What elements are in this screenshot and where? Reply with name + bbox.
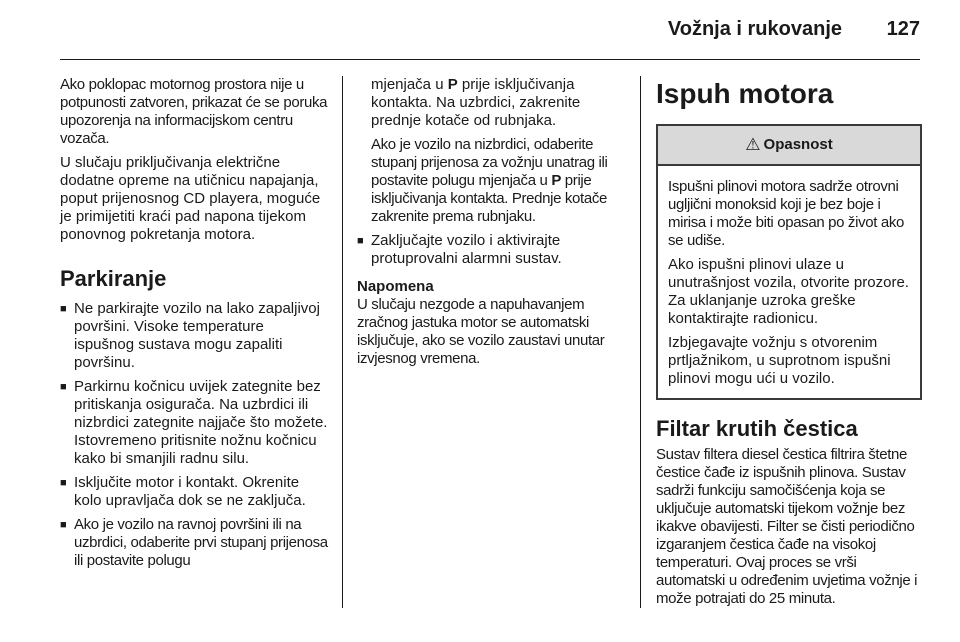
parking-list	[60, 300, 328, 570]
column-left	[60, 76, 328, 576]
danger-paragraph: Izbjegavajte vožnju s otvorenim prtljažnikom, u suprotnom ispušni plinovi mogu ući u vozilo.	[668, 334, 891, 387]
gear-p-symbol: P	[551, 172, 561, 189]
danger-box-body	[658, 166, 920, 398]
downhill-paragraph	[357, 136, 625, 226]
parking-heading: Parkiranje	[60, 266, 167, 291]
hood-warning-paragraph: Ako poklopac motornog prostora nije u potpunosti zatvoren, prikazat će se poruka upozorenja na informacijskom centru vozača.	[60, 76, 328, 147]
particle-filter-paragraph: Sustav filtera diesel čestica filtrira štetne čestice čađe iz ispušnih plinova. Sustav sadrži funkciju samočišćenja koja se uključuje automatski tijekom vožnje bez ikakve obavijesti. Filter se čisti periodično izgaranjem čestica čađe na visokoj temperaturi. Ovaj proces se vrši automatski u određenim uvjetima vožnje i može potrajati do 25 minuta.	[656, 446, 918, 607]
gear-continuation-paragraph	[357, 76, 625, 130]
danger-paragraph: Ispušni plinovi motora sadrže otrovni ugljični monoksid koji je bez boje i mirisa i može biti opasan po život ako se udiše.	[668, 178, 904, 249]
lock-list	[357, 232, 625, 268]
page-number: 127	[886, 18, 920, 40]
particle-filter-heading: Filtar krutih čestica	[656, 416, 858, 441]
column-right	[656, 76, 922, 614]
running-title: Vožnja i rukovanje	[667, 18, 842, 40]
list-item: ■ Zaključajte vozilo i aktivirajte protuprovalni alarmni sustav.	[357, 232, 625, 268]
column-divider-left	[342, 76, 343, 608]
text-span: Ako je vozilo na nizbrdici, odaberite stupanj prijenosa za vožnju unatrag ili postavite polugu mjenjača u	[371, 136, 608, 189]
danger-paragraph: Ako ispušni plinovi ulaze u unutrašnjost vozila, otvorite prozore. Za uklanjanje uzroka greške kontaktirajte radionicu.	[668, 256, 909, 327]
page-header	[60, 0, 920, 60]
text-span: mjenjača u	[371, 76, 448, 93]
list-item: ■ Ne parkirajte vozilo na lako zapaljivoj površini. Visoke temperature ispušnog sustava mogu zapaliti površinu.	[60, 300, 328, 372]
list-item: ■ Parkirnu kočnicu uvijek zategnite bez pritiskanja osigurača. Na uzbrdici ili nizbrdici zategnite najjače što možete. Istovremeno pritisnite nožnu kočnicu kako bi smanjili radnu silu.	[60, 378, 328, 468]
text-span: prije isključivanja kontakta. Na uzbrdici, zakrenite prednje kotače od rubnjaka.	[371, 76, 581, 129]
exhaust-heading: Ispuh motora	[656, 78, 834, 109]
note-label: Napomena	[357, 278, 434, 295]
text-span: prije isključivanja kontakta. Prednje kotače zakrenite prema rubnjaku.	[371, 172, 608, 225]
danger-label: Opasnost	[763, 136, 833, 153]
voltage-drop-paragraph: U slučaju priključivanja električne dodatne opreme na utičnicu napajanja, poput prijenosnog CD playera, moguće je primijetiti kraći pad napona tijekom ponovnog pokretanja motora.	[60, 154, 321, 243]
danger-box	[656, 124, 922, 400]
header-rule	[60, 59, 920, 60]
danger-box-header	[658, 126, 920, 166]
list-item: ■ Isključite motor i kontakt. Okrenite kolo upravljača dok se ne zaključa.	[60, 474, 328, 510]
gear-p-symbol: P	[447, 76, 458, 93]
note-text: U slučaju nezgode a napuhavanjem zračnog jastuka motor se automatski isključuje, ako se vozilo zaustavi unutar izvjesnog vremena.	[357, 296, 605, 367]
warning-triangle-icon: ⚠	[745, 135, 761, 154]
list-item: ■ Ako je vozilo na ravnoj površini ili na uzbrdici, odaberite prvi stupanj prijenosa ili postavite polugu	[60, 516, 328, 570]
column-middle	[357, 76, 625, 374]
column-divider-right	[640, 76, 641, 608]
